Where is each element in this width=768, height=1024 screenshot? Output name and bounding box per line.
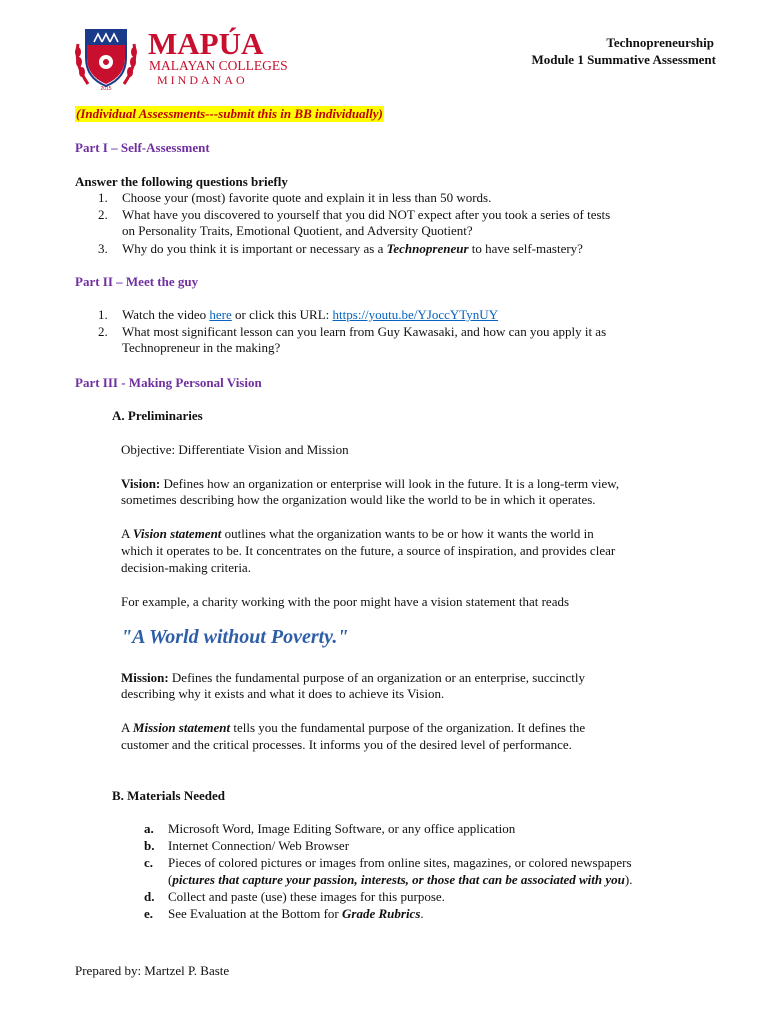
logo-year: 2015	[100, 86, 112, 92]
material-c-paren-close: ).	[624, 872, 633, 887]
course-title: Technopreneurship	[606, 35, 714, 50]
material-c-letter: c.	[144, 855, 154, 870]
section-b-title: B. Materials Needed	[112, 788, 226, 803]
mission-definition-line2: describing why it exists and what it does to achieve its Vision.	[121, 686, 445, 701]
mission-statement-term: Mission statement	[132, 720, 231, 735]
part1-item2-text-line1: What have you discovered to yourself that you did NOT expect after you took a series of tests	[122, 207, 611, 222]
part2-item1-pre: Watch the video	[122, 307, 210, 322]
part2-item2-text-line1: What most significant lesson can you learn from Guy Kawasaki, and how can you apply it as	[122, 324, 607, 339]
vision-label: Vision:	[121, 476, 161, 491]
video-here-link[interactable]: here	[209, 307, 232, 322]
vs-text-a: outlines what the organization wants to be or how it wants the world in	[221, 526, 594, 541]
part3-title: Part III - Making Personal Vision	[75, 375, 262, 390]
material-c-paren-open: (	[168, 872, 173, 887]
part1-item3-pre: Why do you think it is important or necessary as a	[122, 241, 387, 256]
youtube-url-link[interactable]: https://youtu.be/YJoccYTynUY	[332, 307, 499, 322]
material-a-letter: a.	[144, 821, 154, 836]
document-header	[531, 34, 716, 68]
mission-label: Mission:	[121, 670, 169, 685]
part2-item1-text	[122, 307, 498, 323]
material-d-text: Collect and paste (use) these images for this purpose.	[168, 889, 445, 904]
mission-text-a: Defines the fundamental purpose of an organization or an enterprise, succinctly	[168, 670, 586, 685]
vision-statement-line2: which it operates to be. It concentrates on the future, a source of inspiration, and provides clear	[121, 543, 616, 558]
logo-line2: MALAYAN COLLEGES	[149, 58, 288, 73]
material-e-pre: See Evaluation at the Bottom for	[168, 906, 343, 921]
mission-statement-line2: customer and the critical processes. It informs you of the desired level of performance.	[121, 737, 572, 752]
objective-text: Objective: Differentiate Vision and Mission	[121, 442, 349, 457]
vision-quote: "A World without Poverty."	[121, 626, 349, 648]
ms-text-a: tells you the fundamental purpose of the organization. It defines the	[230, 720, 586, 735]
vision-definition-line1	[121, 476, 619, 492]
grade-rubrics-term: Grade Rubrics	[342, 906, 421, 921]
material-e-text	[168, 906, 424, 922]
vision-statement-term: Vision statement	[132, 526, 222, 541]
material-c-text-line1: Pieces of colored pictures or images from online sites, magazines, or colored newspapers	[168, 855, 632, 870]
section-a-title: A. Preliminaries	[112, 408, 203, 423]
vision-definition-line2: sometimes describing how the organization would like the world to be in which it operates.	[121, 492, 596, 507]
module-title: Module 1 Summative Assessment	[531, 52, 716, 67]
ms-pre: A	[121, 720, 133, 735]
mission-statement-line1	[121, 720, 585, 736]
material-e-letter: e.	[144, 906, 154, 921]
submission-notice: (Individual Assessments---submit this in BB individually)	[76, 106, 383, 121]
material-c-emphasis: pictures that capture your passion, interests, or those that can be associated with you	[172, 872, 625, 887]
part2-item2-text-line2: Technopreneur in the making?	[122, 340, 281, 355]
material-c-text-line2	[168, 872, 632, 888]
material-d-letter: d.	[144, 889, 155, 904]
part2-title: Part II – Meet the guy	[75, 274, 199, 289]
part1-item3-post: to have self-mastery?	[468, 241, 583, 256]
material-e-post: .	[420, 906, 424, 921]
mapua-logo	[72, 24, 292, 92]
part1-item1-text: Choose your (most) favorite quote and explain it in less than 50 words.	[122, 190, 492, 205]
part1-item2-text-line2: on Personality Traits, Emotional Quotient, and Adversity Quotient?	[122, 223, 473, 238]
material-a-text: Microsoft Word, Image Editing Software, or any office application	[168, 821, 516, 836]
example-text: For example, a charity working with the poor might have a vision statement that reads	[121, 594, 570, 609]
vs-pre: A	[121, 526, 133, 541]
mission-definition-line1	[121, 670, 585, 686]
mapua-seal-icon	[72, 24, 292, 92]
part2-item1-number: 1.	[98, 307, 108, 322]
part1-title: Part I – Self-Assessment	[75, 140, 210, 155]
logo-line3: MINDANAO	[157, 73, 248, 87]
part1-item1-number: 1.	[98, 190, 108, 205]
logo-name: MAPÚA	[148, 26, 264, 61]
material-b-text: Internet Connection/ Web Browser	[168, 838, 350, 853]
technopreneur-term: Technopreneur	[386, 241, 469, 256]
part1-item2-number: 2.	[98, 207, 108, 222]
vision-statement-line3: decision-making criteria.	[121, 560, 251, 575]
part2-item2-number: 2.	[98, 324, 108, 339]
part1-item3-number: 3.	[98, 241, 108, 256]
part1-instruction: Answer the following questions briefly	[75, 174, 288, 189]
material-b-letter: b.	[144, 838, 155, 853]
vision-statement-line1	[121, 526, 594, 542]
part1-item3-text	[122, 241, 583, 257]
part2-item1-mid: or click this URL:	[231, 307, 333, 322]
prepared-by-footer: Prepared by: Martzel P. Baste	[75, 963, 230, 978]
vision-text-a: Defines how an organization or enterprise will look in the future. It is a long-term view,	[160, 476, 620, 491]
